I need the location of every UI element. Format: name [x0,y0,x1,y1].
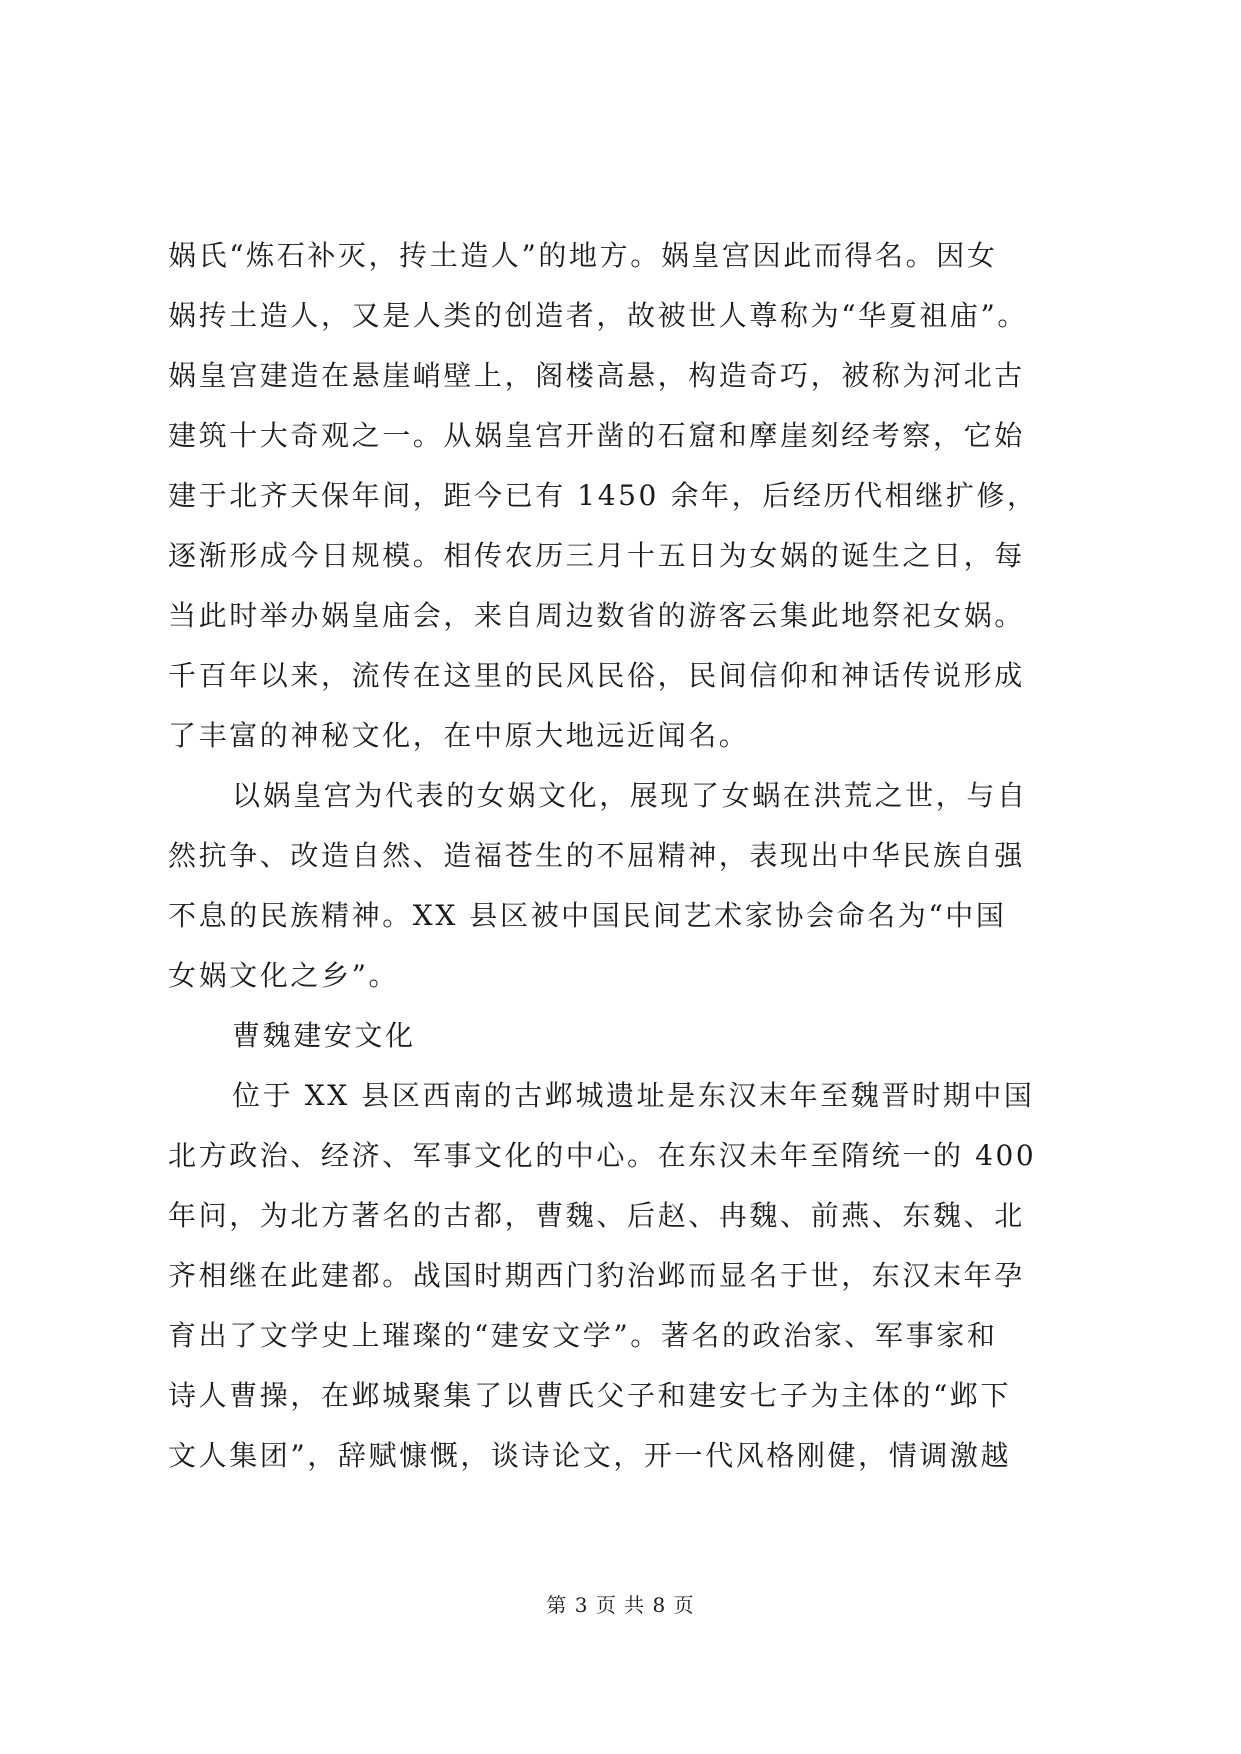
text-line: 了丰富的神秘文化，在中原大地远近闻名。 [168,719,750,752]
text-line: 齐相继在此建都。战国时期西门豹治邺而显名于世，东汉末年孕 [168,1259,1025,1292]
text-line: 年问，为北方著名的古都，曹魏、后赵、冉魏、前燕、东魏、北 [168,1199,1025,1232]
text-line: 千百年以来，流传在这里的民风民俗，民间信仰和神话传说形成 [168,659,1025,692]
text-line: 诗人曹操，在邺城聚集了以曹氏父子和建安七子为主体的“邺下 [168,1379,1012,1412]
text-line: 文人集团”，辞赋慷慨，谈诗论文，开一代风格刚健，情调激越 [168,1439,1012,1472]
section-heading: 曹魏建安文化 [232,1019,416,1052]
text-line: 育出了文学史上璀璨的“建安文学”。著名的政治家、军事家和 [168,1319,998,1352]
text-line: 不息的民族精神。XX 县区被中国民间艺术家协会命名为“中国 [168,899,1007,932]
text-line: 女娲文化之乡”。 [168,959,400,992]
text-line: 建于北齐天保年间，距今已有 1450 余年，后经历代相继扩修， [168,479,1038,512]
body-text [168,226,1080,1486]
text-line: 北方政治、经济、军事文化的中心。在东汉未年至隋统一的 400 [168,1139,1037,1172]
page-number-footer: 第 3 页 共 8 页 [546,1593,695,1617]
text-line: 建筑十大奇观之一。从娲皇宫开凿的石窟和摩崖刻经考察，它始 [168,419,1025,452]
text-line: 娲抟土造人，又是人类的创造者，故被世人尊称为“华夏祖庙”。 [168,299,1029,332]
text-line: 娲氏“炼石补灭，抟土造人”的地方。娲皇宫因此而得名。因女 [168,239,998,272]
text-line: 当此时举办娲皇庙会，来自周边数省的游客云集此地祭祀女娲。 [168,599,1025,632]
text-line: 然抗争、改造自然、造福苍生的不屈精神，表现出中华民族自强 [168,839,1025,872]
text-line: 逐渐形成今日规模。相传农历三月十五日为女娲的诞生之日，每 [168,539,1025,572]
text-line: 娲皇宫建造在悬崖峭壁上，阁楼高悬，构造奇巧，被称为河北古 [168,359,1025,392]
paragraph-first-line: 以娲皇宫为代表的女娲文化，展现了女蜗在洪荒之世，与自 [232,779,1028,812]
paragraph-first-line: 位于 XX 县区西南的古邺城遗址是东汉末年至魏晋时期中国 [232,1079,1035,1112]
